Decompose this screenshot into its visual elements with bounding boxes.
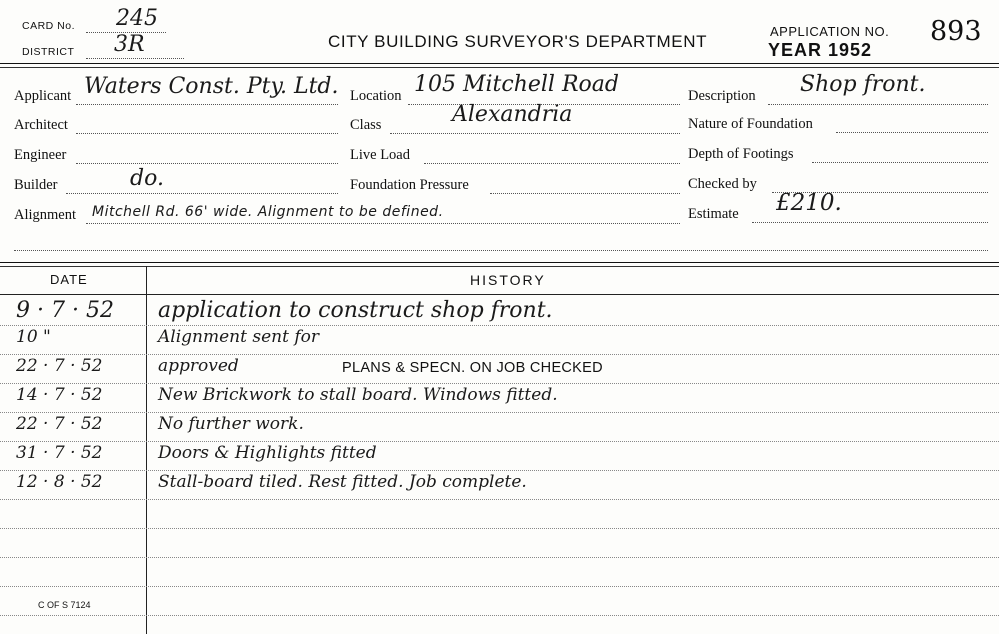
depth-line bbox=[812, 162, 988, 163]
district-value: 3R bbox=[114, 32, 145, 57]
depth-of-footings-label: Depth of Footings bbox=[688, 146, 794, 162]
history-entry: Alignment sent for bbox=[158, 327, 319, 347]
builder-label: Builder bbox=[14, 177, 58, 193]
estimate-line bbox=[752, 222, 988, 223]
class-line bbox=[390, 133, 680, 134]
nature-of-foundation-label: Nature of Foundation bbox=[688, 116, 813, 132]
history-date: 22 · 7 · 52 bbox=[16, 414, 103, 434]
checked-by-label: Checked by bbox=[688, 176, 757, 192]
history-row-rule bbox=[0, 528, 999, 529]
nature-line bbox=[836, 132, 988, 133]
history-date: 31 · 7 · 52 bbox=[16, 443, 103, 463]
history-entry: application to construct shop front. bbox=[158, 298, 553, 323]
history-rule-second bbox=[0, 266, 999, 267]
card-no-label: CARD No. bbox=[22, 20, 76, 32]
history-row-rule bbox=[0, 325, 999, 326]
date-column-divider bbox=[146, 266, 147, 634]
builder-line bbox=[66, 193, 338, 194]
foundation-pressure-line bbox=[490, 193, 680, 194]
alignment-value: Mitchell Rd. 66' wide. Alignment to be defined. bbox=[92, 204, 444, 220]
history-entry: Stall-board tiled. Rest fitted. Job complete. bbox=[158, 472, 527, 492]
live-load-line bbox=[424, 163, 680, 164]
history-header-rule bbox=[0, 294, 999, 295]
engineer-line bbox=[76, 163, 338, 164]
history-row-rule bbox=[0, 557, 999, 558]
history-row-rule bbox=[0, 441, 999, 442]
district-label: DISTRICT bbox=[22, 46, 75, 58]
district-dotted-line bbox=[86, 58, 184, 59]
application-no-value: 893 bbox=[930, 16, 982, 47]
estimate-label: Estimate bbox=[688, 206, 739, 222]
history-entry: New Brickwork to stall board. Windows fitted. bbox=[158, 385, 558, 405]
application-no-label: APPLICATION NO. bbox=[770, 24, 890, 39]
class-value: Alexandria bbox=[452, 102, 573, 127]
history-row-rule bbox=[0, 615, 999, 616]
history-date: 22 · 7 · 52 bbox=[16, 356, 103, 376]
history-row-rule bbox=[0, 586, 999, 587]
blank-line bbox=[14, 250, 988, 251]
engineer-label: Engineer bbox=[14, 147, 67, 163]
history-row-rule bbox=[0, 383, 999, 384]
history-date: 9 · 7 · 52 bbox=[16, 298, 114, 323]
alignment-line bbox=[86, 223, 680, 224]
header-rule-bottom bbox=[0, 67, 999, 68]
applicant-line bbox=[76, 104, 338, 105]
builder-value: do. bbox=[130, 166, 164, 191]
architect-label: Architect bbox=[14, 117, 68, 133]
header-rule-top bbox=[0, 63, 999, 64]
description-line bbox=[768, 104, 988, 105]
department-title: CITY BUILDING SURVEYOR'S DEPARTMENT bbox=[328, 32, 708, 51]
description-value: Shop front. bbox=[800, 72, 926, 97]
description-label: Description bbox=[688, 88, 756, 104]
foundation-pressure-label: Foundation Pressure bbox=[350, 177, 469, 193]
history-entry: approved bbox=[158, 356, 239, 376]
history-stamp: PLANS & SPECN. ON JOB CHECKED bbox=[342, 360, 603, 376]
history-entry: No further work. bbox=[158, 414, 304, 434]
history-row-rule bbox=[0, 412, 999, 413]
applicant-value: Waters Const. Pty. Ltd. bbox=[84, 74, 339, 99]
history-date: 14 · 7 · 52 bbox=[16, 385, 103, 405]
history-row-rule bbox=[0, 499, 999, 500]
year-label: YEAR 1952 bbox=[768, 40, 873, 60]
alignment-label: Alignment bbox=[14, 207, 77, 223]
history-row-rule bbox=[0, 354, 999, 355]
estimate-value: £210. bbox=[776, 190, 842, 216]
form-code: C OF S 7124 bbox=[38, 600, 91, 610]
location-value: 105 Mitchell Road bbox=[414, 72, 619, 97]
location-label: Location bbox=[350, 88, 402, 104]
history-header: HISTORY bbox=[470, 272, 546, 288]
history-row-rule bbox=[0, 470, 999, 471]
class-label: Class bbox=[350, 117, 382, 133]
applicant-label: Applicant bbox=[14, 88, 72, 104]
live-load-label: Live Load bbox=[350, 147, 410, 163]
card-no-value: 245 bbox=[116, 6, 158, 31]
date-header: DATE bbox=[50, 272, 88, 287]
architect-line bbox=[76, 133, 338, 134]
history-date: 10 " bbox=[16, 327, 51, 347]
history-date: 12 · 8 · 52 bbox=[16, 472, 103, 492]
history-entry: Doors & Highlights fitted bbox=[158, 443, 377, 463]
history-rule-top bbox=[0, 262, 999, 263]
